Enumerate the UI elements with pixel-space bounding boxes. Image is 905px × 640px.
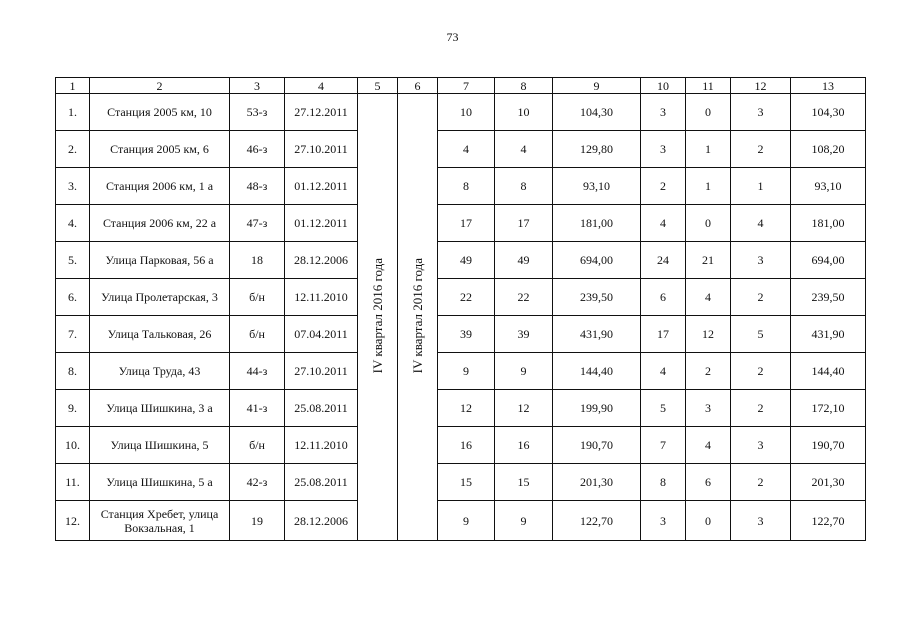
table-body — [56, 78, 866, 541]
cell-c10: 17 — [641, 316, 686, 353]
cell-c13: 172,10 — [791, 390, 866, 427]
cell-date: 27.12.2011 — [285, 94, 358, 131]
cell-c7: 15 — [438, 464, 495, 501]
cell-date: 28.12.2006 — [285, 501, 358, 541]
cell-c11: 4 — [686, 427, 731, 464]
cell-address: Улица Пролетарская, 3 — [90, 279, 230, 316]
cell-doc: б/н — [230, 427, 285, 464]
cell-doc: 18 — [230, 242, 285, 279]
cell-n: 1. — [56, 94, 90, 131]
cell-c7: 4 — [438, 131, 495, 168]
cell-c8: 49 — [495, 242, 553, 279]
cell-c13: 431,90 — [791, 316, 866, 353]
cell-n: 3. — [56, 168, 90, 205]
table-row — [56, 242, 866, 279]
cell-c11: 12 — [686, 316, 731, 353]
cell-c13: 122,70 — [791, 501, 866, 541]
cell-c13: 93,10 — [791, 168, 866, 205]
cell-c10: 4 — [641, 353, 686, 390]
quarter-label: IV квартал 2016 года — [369, 257, 385, 374]
cell-date: 12.11.2010 — [285, 279, 358, 316]
cell-c9: 190,70 — [553, 427, 641, 464]
cell-n: 8. — [56, 353, 90, 390]
cell-n: 2. — [56, 131, 90, 168]
cell-c10: 24 — [641, 242, 686, 279]
cell-address: Станция 2005 км, 6 — [90, 131, 230, 168]
cell-n: 5. — [56, 242, 90, 279]
table-row — [56, 131, 866, 168]
cell-c9: 201,30 — [553, 464, 641, 501]
cell-c10: 8 — [641, 464, 686, 501]
cell-c9: 129,80 — [553, 131, 641, 168]
cell-c9: 122,70 — [553, 501, 641, 541]
cell-c12: 2 — [731, 464, 791, 501]
cell-date: 01.12.2011 — [285, 205, 358, 242]
cell-c12: 2 — [731, 390, 791, 427]
cell-c13: 201,30 — [791, 464, 866, 501]
column-number-cell: 11 — [686, 78, 731, 94]
cell-c7: 10 — [438, 94, 495, 131]
cell-c10: 5 — [641, 390, 686, 427]
cell-c11: 0 — [686, 94, 731, 131]
column-number-cell: 10 — [641, 78, 686, 94]
quarter-merged-cell — [398, 94, 438, 541]
column-number-row — [56, 78, 866, 94]
cell-doc: б/н — [230, 279, 285, 316]
cell-doc: 48-з — [230, 168, 285, 205]
column-number-cell: 8 — [495, 78, 553, 94]
cell-n: 9. — [56, 390, 90, 427]
cell-c9: 181,00 — [553, 205, 641, 242]
cell-c13: 108,20 — [791, 131, 866, 168]
cell-c8: 22 — [495, 279, 553, 316]
cell-c12: 3 — [731, 501, 791, 541]
column-number-cell: 2 — [90, 78, 230, 94]
cell-c7: 8 — [438, 168, 495, 205]
cell-c8: 12 — [495, 390, 553, 427]
cell-c11: 6 — [686, 464, 731, 501]
cell-c12: 1 — [731, 168, 791, 205]
cell-address: Улица Тальковая, 26 — [90, 316, 230, 353]
cell-n: 11. — [56, 464, 90, 501]
cell-c8: 9 — [495, 353, 553, 390]
cell-c12: 3 — [731, 242, 791, 279]
column-number-cell: 13 — [791, 78, 866, 94]
cell-date: 07.04.2011 — [285, 316, 358, 353]
cell-c7: 16 — [438, 427, 495, 464]
cell-c11: 0 — [686, 501, 731, 541]
cell-c8: 16 — [495, 427, 553, 464]
cell-date: 25.08.2011 — [285, 464, 358, 501]
cell-address: Станция Хребет, улица Вокзальная, 1 — [90, 501, 230, 541]
cell-address: Улица Парковая, 56 а — [90, 242, 230, 279]
cell-c10: 3 — [641, 501, 686, 541]
cell-c10: 3 — [641, 131, 686, 168]
table-row — [56, 464, 866, 501]
cell-address: Улица Шишкина, 5 а — [90, 464, 230, 501]
cell-c13: 239,50 — [791, 279, 866, 316]
table-row — [56, 279, 866, 316]
cell-doc: 19 — [230, 501, 285, 541]
column-number-cell: 4 — [285, 78, 358, 94]
cell-c11: 1 — [686, 131, 731, 168]
cell-address: Улица Шишкина, 3 а — [90, 390, 230, 427]
cell-c8: 9 — [495, 501, 553, 541]
cell-n: 7. — [56, 316, 90, 353]
page-number: 73 — [446, 30, 459, 44]
cell-c10: 4 — [641, 205, 686, 242]
cell-c8: 10 — [495, 94, 553, 131]
cell-date: 01.12.2011 — [285, 168, 358, 205]
cell-doc: 44-з — [230, 353, 285, 390]
cell-c8: 8 — [495, 168, 553, 205]
cell-date: 28.12.2006 — [285, 242, 358, 279]
column-number-cell: 6 — [398, 78, 438, 94]
table-row — [56, 501, 866, 541]
cell-c13: 694,00 — [791, 242, 866, 279]
column-number-cell: 7 — [438, 78, 495, 94]
cell-doc: б/н — [230, 316, 285, 353]
cell-doc: 42-з — [230, 464, 285, 501]
cell-c9: 239,50 — [553, 279, 641, 316]
cell-c9: 93,10 — [553, 168, 641, 205]
housing-registry-table — [55, 77, 866, 541]
cell-c12: 3 — [731, 94, 791, 131]
quarter-merged-cell — [358, 94, 398, 541]
cell-c8: 4 — [495, 131, 553, 168]
cell-doc: 46-з — [230, 131, 285, 168]
cell-c8: 39 — [495, 316, 553, 353]
column-number-cell: 12 — [731, 78, 791, 94]
cell-c11: 21 — [686, 242, 731, 279]
cell-c12: 2 — [731, 279, 791, 316]
cell-c12: 5 — [731, 316, 791, 353]
cell-c7: 22 — [438, 279, 495, 316]
column-number-cell: 5 — [358, 78, 398, 94]
column-number-cell: 3 — [230, 78, 285, 94]
cell-c10: 6 — [641, 279, 686, 316]
cell-date: 12.11.2010 — [285, 427, 358, 464]
cell-c10: 2 — [641, 168, 686, 205]
cell-c9: 199,90 — [553, 390, 641, 427]
cell-n: 4. — [56, 205, 90, 242]
cell-date: 27.10.2011 — [285, 131, 358, 168]
cell-c12: 2 — [731, 353, 791, 390]
cell-date: 25.08.2011 — [285, 390, 358, 427]
cell-c8: 15 — [495, 464, 553, 501]
cell-c13: 104,30 — [791, 94, 866, 131]
table-row — [56, 353, 866, 390]
cell-address: Станция 2006 км, 1 а — [90, 168, 230, 205]
cell-address: Станция 2006 км, 22 а — [90, 205, 230, 242]
cell-c9: 144,40 — [553, 353, 641, 390]
column-number-cell: 1 — [56, 78, 90, 94]
cell-doc: 47-з — [230, 205, 285, 242]
table-row — [56, 427, 866, 464]
cell-address: Улица Труда, 43 — [90, 353, 230, 390]
cell-c9: 104,30 — [553, 94, 641, 131]
cell-doc: 41-з — [230, 390, 285, 427]
cell-address: Станция 2005 км, 10 — [90, 94, 230, 131]
cell-c12: 4 — [731, 205, 791, 242]
cell-c10: 3 — [641, 94, 686, 131]
table-row — [56, 390, 866, 427]
cell-c7: 17 — [438, 205, 495, 242]
cell-c10: 7 — [641, 427, 686, 464]
cell-c9: 431,90 — [553, 316, 641, 353]
cell-c12: 2 — [731, 131, 791, 168]
cell-n: 6. — [56, 279, 90, 316]
cell-c11: 4 — [686, 279, 731, 316]
cell-address: Улица Шишкина, 5 — [90, 427, 230, 464]
cell-n: 10. — [56, 427, 90, 464]
cell-date: 27.10.2011 — [285, 353, 358, 390]
cell-n: 12. — [56, 501, 90, 541]
cell-c8: 17 — [495, 205, 553, 242]
table-row — [56, 168, 866, 205]
cell-c11: 3 — [686, 390, 731, 427]
cell-doc: 53-з — [230, 94, 285, 131]
cell-c7: 39 — [438, 316, 495, 353]
cell-c13: 181,00 — [791, 205, 866, 242]
cell-c12: 3 — [731, 427, 791, 464]
cell-c13: 190,70 — [791, 427, 866, 464]
cell-c11: 2 — [686, 353, 731, 390]
table-row — [56, 205, 866, 242]
cell-c11: 1 — [686, 168, 731, 205]
table-row — [56, 94, 866, 131]
cell-c7: 12 — [438, 390, 495, 427]
quarter-label: IV квартал 2016 года — [409, 257, 425, 374]
cell-c7: 9 — [438, 353, 495, 390]
cell-c7: 9 — [438, 501, 495, 541]
table-row — [56, 316, 866, 353]
cell-c7: 49 — [438, 242, 495, 279]
column-number-cell: 9 — [553, 78, 641, 94]
cell-c13: 144,40 — [791, 353, 866, 390]
cell-c11: 0 — [686, 205, 731, 242]
cell-c9: 694,00 — [553, 242, 641, 279]
